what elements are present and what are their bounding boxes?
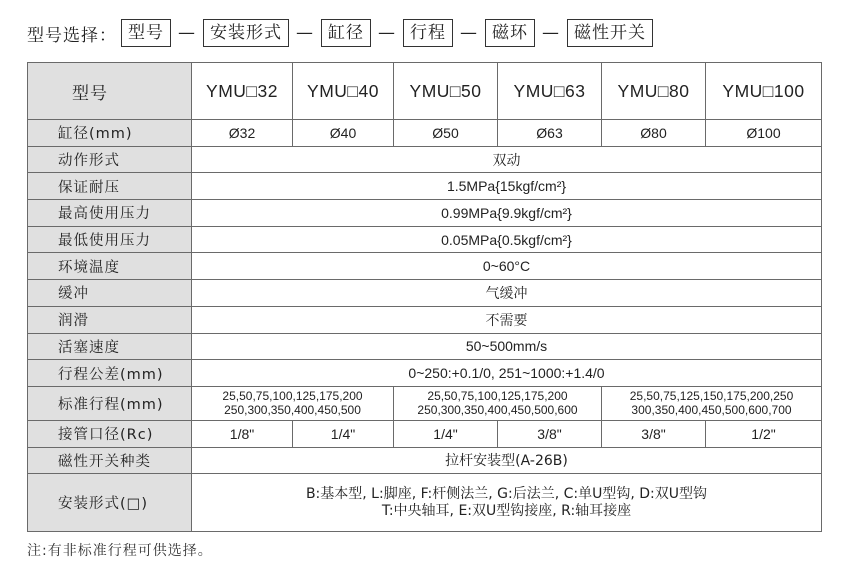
table-row bbox=[28, 173, 822, 200]
proof-pressure-value: 1.5MPa{15kgf/cm²} bbox=[192, 173, 822, 200]
selection-box-stroke: 行程 bbox=[403, 19, 453, 47]
row-label: 标准行程(mm) bbox=[28, 386, 192, 420]
row-label: 缸径(mm) bbox=[28, 120, 192, 147]
std-stroke-line: 25,50,75,100,125,175,200 bbox=[427, 389, 568, 404]
std-stroke-line: 25,50,75,100,125,175,200 bbox=[222, 389, 363, 404]
bore-value: Ø32 bbox=[192, 120, 293, 147]
std-stroke-group bbox=[602, 386, 822, 420]
footnote: 注:有非标准行程可供选择。 bbox=[27, 543, 213, 559]
min-pressure-value: 0.05MPa{0.5kgf/cm²} bbox=[192, 226, 822, 253]
table-row bbox=[28, 146, 822, 173]
table-row bbox=[28, 200, 822, 227]
row-label: 活塞速度 bbox=[28, 333, 192, 360]
table-row bbox=[28, 253, 822, 280]
port-value: 3/8" bbox=[602, 420, 706, 447]
model-header: YMU□50 bbox=[394, 63, 498, 120]
port-value: 1/8" bbox=[192, 420, 293, 447]
row-label: 接管口径(Rc) bbox=[28, 420, 192, 447]
selection-label: 型号选择： bbox=[27, 25, 117, 46]
bore-value: Ø100 bbox=[706, 120, 822, 147]
row-label: 行程公差(mm) bbox=[28, 360, 192, 387]
selection-box-magnet: 磁环 bbox=[485, 19, 535, 47]
mounting-line: T:中央轴耳, E:双U型钩接座, R:轴耳接座 bbox=[381, 502, 632, 519]
row-label: 磁性开关种类 bbox=[28, 447, 192, 474]
row-label: 保证耐压 bbox=[28, 173, 192, 200]
port-value: 1/2" bbox=[706, 420, 822, 447]
table-row bbox=[28, 306, 822, 333]
row-label: 动作形式 bbox=[28, 146, 192, 173]
table-row bbox=[28, 360, 822, 387]
bore-value: Ø80 bbox=[602, 120, 706, 147]
selection-box-model: 型号 bbox=[121, 19, 171, 47]
row-label: 润滑 bbox=[28, 306, 192, 333]
mounting-line: B:基本型, L:脚座, F:杆侧法兰, G:后法兰, C:单U型钩, D:双U型钩 bbox=[305, 485, 708, 502]
model-header: YMU□80 bbox=[602, 63, 706, 120]
header-label: 型号 bbox=[28, 63, 192, 120]
std-stroke-line: 250,300,350,400,450,500,600 bbox=[417, 403, 578, 418]
speed-value: 50~500mm/s bbox=[192, 333, 822, 360]
row-label: 最低使用压力 bbox=[28, 226, 192, 253]
row-label: 最高使用压力 bbox=[28, 200, 192, 227]
model-header: YMU□100 bbox=[706, 63, 822, 120]
separator: — bbox=[542, 23, 560, 43]
table-row bbox=[28, 447, 822, 474]
mounting-value bbox=[192, 474, 822, 532]
separator: — bbox=[460, 23, 478, 43]
bore-value: Ø63 bbox=[498, 120, 602, 147]
std-stroke-group bbox=[394, 386, 602, 420]
model-header: YMU□32 bbox=[192, 63, 293, 120]
table-row bbox=[28, 120, 822, 147]
lubrication-value: 不需要 bbox=[192, 306, 822, 333]
max-pressure-value: 0.99MPa{9.9kgf/cm²} bbox=[192, 200, 822, 227]
port-value: 1/4" bbox=[394, 420, 498, 447]
table-row bbox=[28, 280, 822, 307]
spec-table bbox=[27, 62, 822, 532]
selection-box-switch: 磁性开关 bbox=[567, 19, 653, 47]
std-stroke-line: 250,300,350,400,450,500 bbox=[224, 403, 361, 418]
header-row bbox=[28, 63, 822, 120]
bore-value: Ø40 bbox=[293, 120, 394, 147]
std-stroke-line: 25,50,75,125,150,175,200,250 bbox=[629, 389, 794, 404]
temperature-value: 0~60°C bbox=[192, 253, 822, 280]
bore-value: Ø50 bbox=[394, 120, 498, 147]
model-header: YMU□63 bbox=[498, 63, 602, 120]
switch-value: 拉杆安装型(A-26B) bbox=[192, 447, 822, 474]
table-row bbox=[28, 474, 822, 532]
action-value: 双动 bbox=[192, 146, 822, 173]
table-row bbox=[28, 386, 822, 420]
std-stroke-line: 300,350,400,450,500,600,700 bbox=[631, 403, 792, 418]
port-value: 1/4" bbox=[293, 420, 394, 447]
separator: — bbox=[378, 23, 396, 43]
selection-box-bore: 缸径 bbox=[321, 19, 371, 47]
table-row bbox=[28, 333, 822, 360]
row-label: 安装形式(□) bbox=[28, 474, 192, 532]
selection-box-mounting: 安装形式 bbox=[203, 19, 289, 47]
table-row bbox=[28, 226, 822, 253]
std-stroke-group bbox=[192, 386, 394, 420]
model-header: YMU□40 bbox=[293, 63, 394, 120]
model-selection-row bbox=[27, 18, 653, 48]
row-label: 缓冲 bbox=[28, 280, 192, 307]
row-label: 环境温度 bbox=[28, 253, 192, 280]
table-row bbox=[28, 420, 822, 447]
stroke-tolerance-value: 0~250:+0.1/0, 251~1000:+1.4/0 bbox=[192, 360, 822, 387]
separator: — bbox=[178, 23, 196, 43]
separator: — bbox=[296, 23, 314, 43]
cushion-value: 气缓冲 bbox=[192, 280, 822, 307]
port-value: 3/8" bbox=[498, 420, 602, 447]
